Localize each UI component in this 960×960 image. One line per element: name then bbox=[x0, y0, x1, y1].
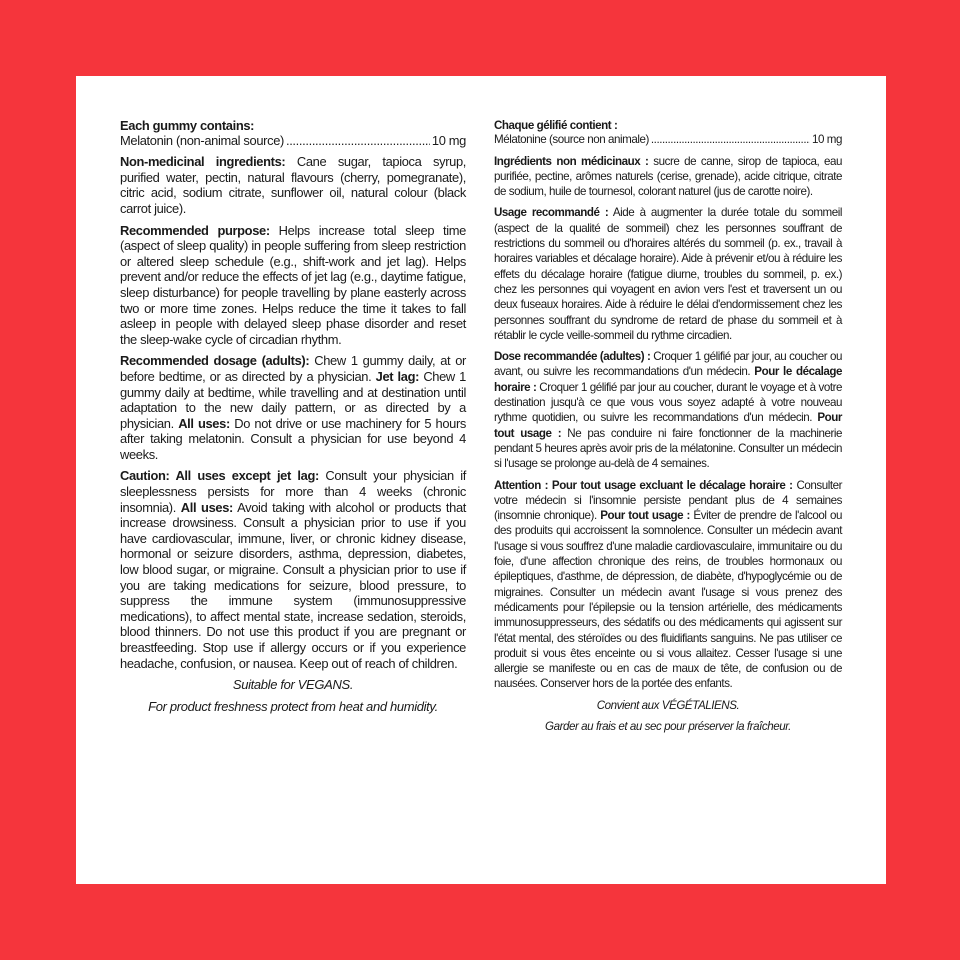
recommended-dosage-fr bbox=[494, 349, 842, 471]
caution bbox=[120, 468, 466, 671]
recommended-purpose bbox=[120, 223, 466, 348]
dot-leader bbox=[286, 133, 430, 149]
jetlag-label-fr: Pour le décalage horaire : bbox=[494, 365, 842, 394]
non-medicinal-ingredients-fr bbox=[494, 154, 842, 200]
recommended-purpose-fr bbox=[494, 205, 842, 343]
jetlag-text-fr: Croquer 1 gélifié par jour au coucher, durant le voyage et à votre destination jusqu'à ce que vous vous soyez adapté à votre nouveau rythme quotidien, ou suivre les recommandations d'un médecin. bbox=[494, 380, 842, 425]
english-column bbox=[120, 118, 466, 720]
dosage-text-fr: Croquer 1 gélifié par jour, au coucher ou avant, ou suivre les recommandations d'un médecin. bbox=[494, 350, 843, 379]
dosage-label: Recommended dosage (adults): bbox=[120, 353, 310, 369]
ingredient-name: Melatonin (non-animal source) bbox=[120, 132, 284, 148]
jetlag-label: Jet lag: bbox=[375, 368, 420, 384]
dosage-text: Chew 1 gummy daily, at or before bedtime, or as directed by a physician. bbox=[120, 353, 466, 384]
caution-text: Consult your physician if sleeplessness persists for more than 4 weeks (chronic insomnia). bbox=[120, 468, 466, 515]
dot-leader-fr bbox=[651, 132, 810, 147]
vegan-statement-fr: Convient aux VÉGÉTALIENS. bbox=[596, 698, 740, 712]
contains-heading: Each gummy contains: bbox=[120, 118, 255, 133]
caution-alluses-label-fr: Pour tout usage : bbox=[600, 509, 690, 523]
vegan-statement: Suitable for VEGANS. bbox=[232, 677, 354, 693]
nmi-text-fr: sucre de canne, sirop de tapioca, eau purifiée, pectine, arômes naturels (cerise, grenade), acide citrique, citrate de sodium, huile de tournesol, colorant naturel (jus de carotte noire). bbox=[494, 154, 842, 199]
ingredient-dose: 10 mg bbox=[431, 132, 466, 148]
ingredient-name-fr: Mélatonine (source non animale) bbox=[494, 133, 649, 147]
freshness-statement: For product freshness protect from heat and humidity. bbox=[148, 698, 438, 714]
contains-section bbox=[120, 118, 466, 134]
nmi-text: Cane sugar, tapioca syrup, purified water, pectin, natural flavours (cherry, pomegranate), citric acid, sodium citrate, sunflower oil, natural colour (black carrot juice). bbox=[120, 154, 467, 216]
purpose-text: Helps increase total sleep time (aspect of sleep quality) in people suffering from sleep restriction or altered sleep schedule (e.g., shift-work and jet lag). Helps prevent and/or reduce the effects of jet lag (e.g., daytime fatigue, sleep disturbance) for people travelling by plane easterly across two or more time zones. Helps reduce the time it takes to fall asleep in people with delayed sleep phase disorder and reset the sleep-wake cycle of circadian rhythm. bbox=[120, 222, 466, 347]
recommended-dosage bbox=[120, 353, 466, 462]
french-column bbox=[494, 118, 842, 740]
caution-label: Caution: All uses except jet lag: bbox=[120, 468, 319, 484]
medicinal-ingredient-row bbox=[120, 133, 466, 149]
caution-alluses-label: All uses: bbox=[180, 499, 233, 515]
nmi-label: Non-medicinal ingredients: bbox=[120, 154, 286, 170]
jetlag-text: Chew 1 gummy daily at bedtime, while travelling and at destination until adaptation to the new daily pattern, or as directed by a physician. bbox=[120, 368, 466, 431]
alluses-text: Do not drive or use machinery for 5 hours after taking melatonin. Consult a physician for use beyond 4 weeks. bbox=[120, 415, 467, 462]
alluses-text-fr: Ne pas conduire ni faire fonctionner de la machinerie pendant 5 heures après avoir pris de la mélatonine. Consulter un médecin si l'usage se prolonge au-delà de 4 semaines. bbox=[494, 426, 842, 471]
nmi-label-fr: Ingrédients non médicinaux : bbox=[494, 154, 649, 168]
purpose-label-fr: Usage recommandé : bbox=[494, 206, 609, 220]
medicinal-ingredient-row-fr bbox=[494, 132, 842, 147]
caution-fr bbox=[494, 478, 842, 692]
ingredient-dose-fr: 10 mg bbox=[812, 133, 842, 147]
caution-alluses-text: Avoid taking with alcohol or products that increase drowsiness. Consult a physician prior to use if you have cardiovascular, immune, liver, or chronic kidney disease, hormonal or seizure disorders, asthma, depression, diabetes, low blood sugar, or migraine. Consult a physician prior to use if you are taking medications for seizure, blood pressure, to suppress the immune system (immunosuppressive medications), to affect mental state, increase sedation, steroids, blood thinners. Do not use this product if you are pregnant or breastfeeding. Stop use if allergy occurs or if you experience headache, confusion, or nausea. Keep out of reach of children. bbox=[120, 499, 466, 671]
alluses-label-fr: Pour tout usage : bbox=[494, 411, 842, 440]
label-panel bbox=[76, 76, 886, 884]
caution-text-fr: Consulter votre médecin si l'insomnie persiste pendant plus de 4 semaines (insomnie chronique). bbox=[494, 478, 843, 523]
caution-alluses-text-fr: Éviter de prendre de l'alcool ou des produits qui accroissent la somnolence. Consulter un médecin avant l'usage si vous souffrez d'une maladie cardiovasculaire, immunitaire ou du foie, d'une affection chronique des reins, de troubles hormonaux ou épileptiques, d'asthme, de dépression, de diabète, d'hypoglycémie ou de migraines. Consulter un médecin avant l'usage si vous prenez des médicaments pour l'épilepsie ou la tension artérielle, des médicaments immunosuppresseurs, des sédatifs ou des médicaments qui agissent sur l'état mental, des stéroïdes ou des fluidifiants sanguins. Ne pas utiliser ce produit si vous êtes enceinte ou si vous allaitez. Cesser l'usage si une allergie se manifeste ou en cas de maux de tête, de confusion ou de nausées. Conserver hors de la portée des enfants. bbox=[494, 509, 842, 691]
purpose-text-fr: Aide à augmenter la durée totale du sommeil (aspect de la qualité de sommeil) chez les personnes souffrant de restrictions du sommeil ou d'horaires altérés du sommeil (p. ex., travail à horaires variables et décalage horaire). Aide à prévenir et/ou à réduire les effets du décalage horaire (fatigue diurne, troubles du sommeil, p. ex.) chez les personnes qui voyagent en avion vers l'est et traversent un ou deux fuseaux horaires. Aide à réduire le délai d'endormissement chez les personnes souffrant du syndrome de retard de phase du sommeil et à rétablir le cycle veille-sommeil du rythme circadien. bbox=[494, 206, 842, 342]
dosage-label-fr: Dose recommandée (adultes) : bbox=[494, 350, 651, 364]
caution-label-fr: Attention : Pour tout usage excluant le décalage horaire : bbox=[494, 478, 793, 492]
contains-section-fr bbox=[494, 118, 842, 133]
freshness-statement-fr: Garder au frais et au sec pour préserver la fraîcheur. bbox=[545, 719, 791, 733]
alluses-label: All uses: bbox=[178, 415, 230, 431]
contains-heading-fr: Chaque gélifié contient : bbox=[494, 119, 618, 132]
purpose-label: Recommended purpose: bbox=[120, 222, 270, 238]
non-medicinal-ingredients bbox=[120, 154, 466, 216]
